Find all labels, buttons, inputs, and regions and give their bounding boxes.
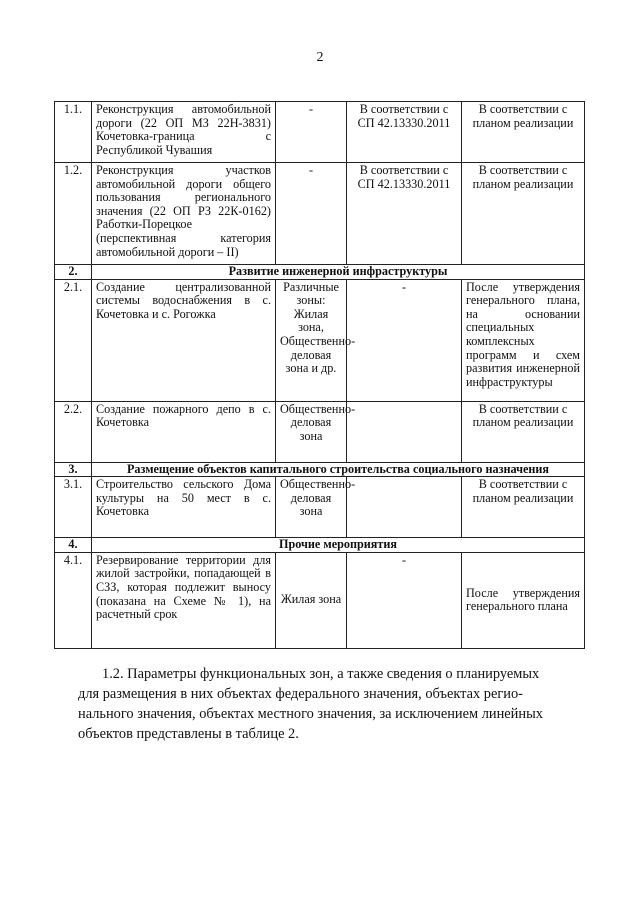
section-title: Развитие инженерной инфраструктуры (92, 265, 585, 280)
table-row (55, 477, 585, 538)
object-name: Реконструкция автомобильной дороги (22 ОП МЗ 22Н-3831) Кочетовка-граница с Республикой Чувашия (92, 102, 276, 163)
zone-cell: Различные зоны: Жилая зона, Общественно-деловая зона и др. (276, 279, 347, 401)
paragraph-line: для размещения в них объектах федерального значения, объектах регио- (78, 686, 523, 702)
norm-cell: - (347, 552, 462, 648)
paragraph-line: объектов представлены в таблице 2. (78, 726, 299, 742)
row-number: 3.1. (55, 477, 92, 538)
implementation-cell: После утверждения генерального плана, на основании специальных комплексных программ и схем развития инженерной инфраструктуры (462, 279, 585, 401)
zone-cell: Общественно-деловая зона (276, 401, 347, 462)
object-name: Строительство сельского Дома культуры на 50 мест в с. Кочетовка (92, 477, 276, 538)
section-title: Размещение объектов капитального строительства социального назначения (92, 462, 585, 477)
object-name: Резервирование территории для жилой застройки, попадающей в СЗЗ, которая подлежит выносу (показана на Схеме № 1), на расчетный срок (92, 552, 276, 648)
zone-cell: - (276, 102, 347, 163)
implementation-cell: В соответствии с планом реализации (462, 163, 585, 265)
table-row (55, 279, 585, 401)
norm-cell (347, 401, 462, 462)
section-row (55, 265, 585, 280)
norm-cell: В соответствии с СП 42.13330.2011 (347, 102, 462, 163)
section-row (55, 538, 585, 553)
section-row (55, 462, 585, 477)
norm-cell: В соответствии с СП 42.13330.2011 (347, 163, 462, 265)
norm-cell (347, 477, 462, 538)
row-number: 2.1. (55, 279, 92, 401)
zone-cell: - (276, 163, 347, 265)
implementation-cell: После утверждения генерального плана (462, 552, 585, 648)
zone-cell: Общественно-деловая зона (276, 477, 347, 538)
table-row (55, 552, 585, 648)
row-number: 2.2. (55, 401, 92, 462)
implementation-cell: В соответствии с планом реализации (462, 401, 585, 462)
paragraph-line: 1.2. Параметры функциональных зон, а также сведения о планируемых (102, 666, 540, 682)
row-number: 1.2. (55, 163, 92, 265)
body-paragraph (78, 664, 584, 744)
paragraph-line: нального значения, объектах местного значения, за исключением линейных (78, 706, 543, 722)
section-number: 4. (55, 538, 92, 553)
norm-cell: - (347, 279, 462, 401)
table-row (55, 163, 585, 265)
implementation-cell: В соответствии с планом реализации (462, 102, 585, 163)
row-number: 4.1. (55, 552, 92, 648)
object-name: Реконструкция участков автомобильной дороги общего пользования регионального значения (22 ОП РЗ 22К-0162) Работки-Порецкое (перспективная категория автомобильной дороги – II) (92, 163, 276, 265)
planned-objects-table (54, 101, 585, 649)
row-number: 1.1. (55, 102, 92, 163)
zone-cell: Жилая зона (276, 552, 347, 648)
table-row (55, 102, 585, 163)
object-name: Создание централизованной системы водоснабжения в с. Кочетовка и с. Рогожка (92, 279, 276, 401)
page-number: 2 (316, 50, 324, 65)
object-name: Создание пожарного депо в с. Кочетовка (92, 401, 276, 462)
section-number: 2. (55, 265, 92, 280)
implementation-cell: В соответствии с планом реализации (462, 477, 585, 538)
table-row (55, 401, 585, 462)
section-title: Прочие мероприятия (92, 538, 585, 553)
section-number: 3. (55, 462, 92, 477)
